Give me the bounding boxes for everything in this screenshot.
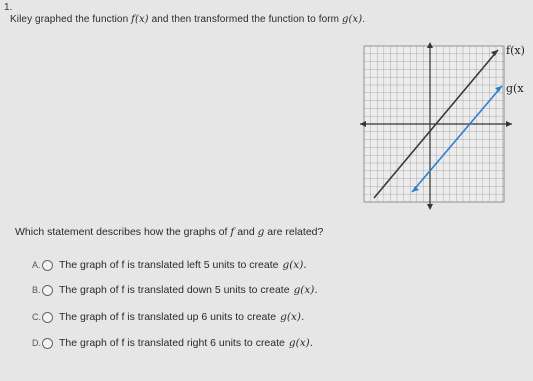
- option-d-letter: D.: [32, 338, 41, 348]
- function-graph: [360, 42, 532, 212]
- y-axis-arrow-icon: [427, 42, 433, 48]
- prompt-text-middle: and then transformed the function to form: [151, 14, 340, 25]
- option-b-text: The graph of f is translated down 5 units to create: [59, 284, 290, 296]
- option-b-fx: g(x).: [293, 284, 318, 296]
- x-axis-right-arrow-icon: [506, 121, 512, 127]
- question-number: 1.: [4, 2, 13, 13]
- option-d[interactable]: [32, 336, 313, 350]
- prompt-f-label: f(x): [131, 14, 149, 25]
- prompt-g-label: g(x): [342, 14, 363, 25]
- option-c-text: The graph of f is translated up 6 units to create: [59, 311, 277, 323]
- option-c-radio[interactable]: [42, 312, 53, 323]
- question-text-end: are related?: [267, 226, 324, 238]
- question-text-middle: and: [237, 226, 255, 238]
- option-b[interactable]: [32, 283, 318, 297]
- option-a-letter: A.: [32, 260, 41, 270]
- question-text-start: Which statement describes how the graphs of: [15, 226, 228, 238]
- prompt-text-start: Kiley graphed the function: [10, 14, 129, 25]
- question-f: f: [230, 226, 235, 238]
- option-c-letter: C.: [32, 312, 41, 322]
- option-a[interactable]: [32, 258, 307, 272]
- question-g: g: [257, 226, 265, 238]
- prompt-text-end: .: [362, 14, 366, 25]
- option-c[interactable]: [32, 310, 304, 324]
- f-curve-label: f(x): [506, 44, 525, 57]
- option-b-radio[interactable]: [42, 285, 53, 296]
- option-d-radio[interactable]: [42, 338, 53, 349]
- problem-statement: [10, 14, 365, 25]
- option-d-text: The graph of f is translated right 6 units to create: [59, 337, 285, 349]
- graph-svg: [360, 42, 532, 212]
- option-d-fx: g(x).: [288, 337, 314, 349]
- y-axis-down-arrow-icon: [427, 204, 433, 210]
- question-text: [15, 226, 323, 238]
- option-a-radio[interactable]: [42, 260, 53, 271]
- option-a-text: The graph of f is translated left 5 units to create: [59, 259, 279, 271]
- x-axis-left-arrow-icon: [360, 121, 366, 127]
- g-curve-label: g(x: [506, 82, 524, 95]
- option-a-fx: g(x).: [282, 259, 307, 271]
- option-b-letter: B.: [32, 285, 41, 295]
- option-c-fx: g(x).: [280, 311, 305, 323]
